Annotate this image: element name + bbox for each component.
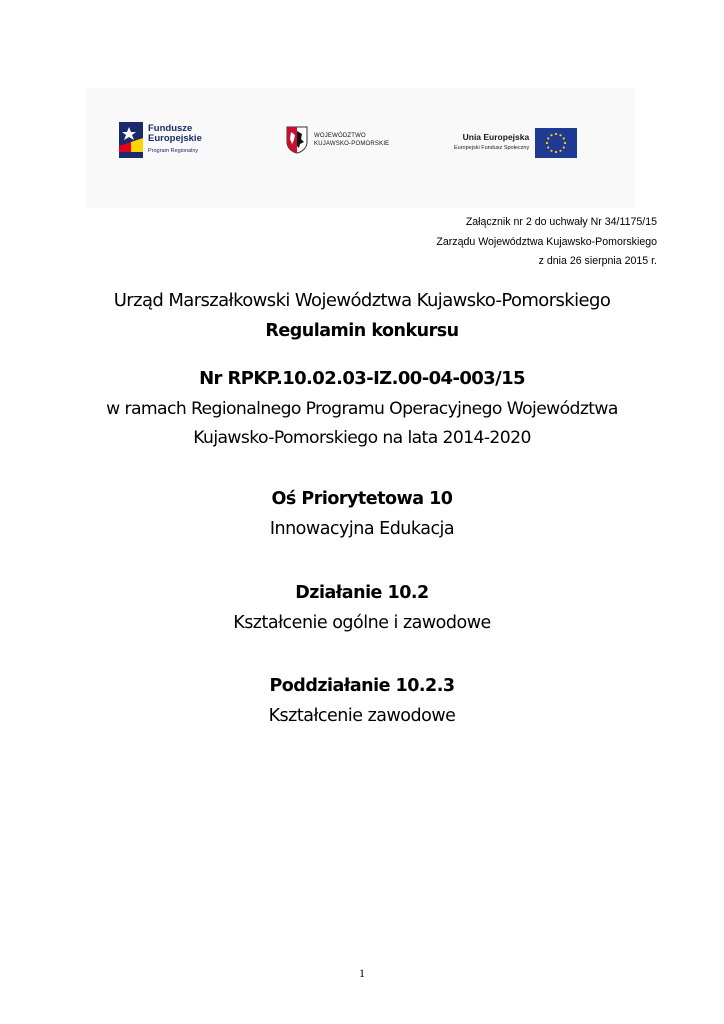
action-name: Kształcenie ogólne i zawodowe	[233, 613, 491, 633]
document-title: Regulamin konkursu	[265, 321, 459, 341]
office-name: Urząd Marszałkowski Województwa Kujawsko-Pomorskiego	[113, 290, 611, 311]
eu-star	[563, 137, 565, 139]
program-line2: Kujawsko-Pomorskiego na lata 2014-2020	[193, 428, 531, 448]
eu-star	[555, 133, 557, 135]
attachment-line3: z dnia 26 sierpnia 2015 r.	[538, 255, 657, 267]
eu-star	[555, 151, 557, 153]
ue-logo-line2: Europejski Fundusz Społeczny	[454, 145, 530, 151]
priority-axis-name: Innowacyjna Edukacja	[269, 519, 455, 539]
fe-logo-line2: Europejskie	[148, 133, 202, 144]
fundusze-europejskie-icon	[119, 122, 143, 158]
action-heading: Działanie 10.2	[295, 583, 429, 603]
eu-star	[551, 150, 553, 152]
subaction-heading: Poddziałanie 10.2.3	[269, 676, 455, 696]
document-number: Nr RPKP.10.02.03-IZ.00-04-003/15	[199, 368, 525, 389]
attachment-note	[436, 213, 657, 272]
attachment-line2: Zarządu Województwa Kujawsko-Pomorskiego	[436, 235, 657, 248]
eu-star	[546, 142, 548, 144]
unia-europejska-logo	[454, 128, 577, 158]
page-number: 1	[359, 966, 365, 980]
woj-logo-line1: WOJEWÓDZTWO	[314, 133, 366, 139]
eu-star	[551, 134, 553, 136]
woj-logo-line2: KUJAWSKO-POMORSKIE	[314, 141, 390, 147]
logo-bar	[86, 88, 635, 208]
fe-logo-line3: Program Regionalny	[148, 148, 199, 154]
eu-star	[560, 134, 562, 136]
eu-star	[560, 150, 562, 152]
eu-flag-icon	[535, 128, 577, 158]
coat-of-arms-icon	[286, 126, 308, 154]
ue-logo-line1: Unia Europejska	[462, 132, 530, 142]
fundusze-europejskie-logo	[119, 122, 202, 158]
eu-star	[564, 142, 566, 144]
priority-axis-heading: Oś Priorytetowa 10	[271, 489, 453, 509]
fe-logo-line1: Fundusze	[148, 123, 193, 134]
eu-star	[547, 137, 549, 139]
eu-star	[563, 146, 565, 148]
attachment-line1: Załącznik nr 2 do uchwały Nr 34/1175/15	[465, 216, 657, 228]
eu-star	[547, 146, 549, 148]
subaction-name: Kształcenie zawodowe	[268, 706, 456, 726]
program-line1: w ramach Regionalnego Programu Operacyjnego Województwa	[106, 399, 618, 419]
wojewodztwo-logo	[286, 126, 389, 154]
